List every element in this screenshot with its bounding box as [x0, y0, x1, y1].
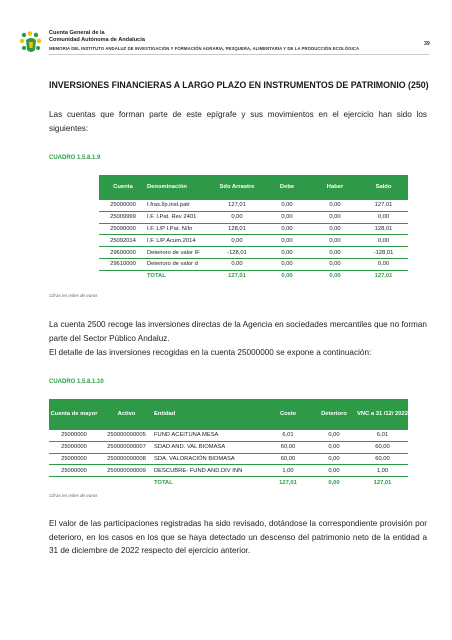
table-cell: 60,00	[357, 453, 408, 465]
table-cell: 1,00	[265, 465, 311, 477]
table-cell: SDA. VALORACIÓN BIOMASA	[154, 453, 265, 465]
table-cell: 25000000	[49, 453, 99, 465]
table-cell: 0,00	[281, 273, 293, 280]
paragraph-4: El valor de las participaciones registradas ha sido revisado, dotándose la correspondiente provisión por deterioro, en los casos en los que se haya detectado un descenso del patrimonio neto de la entidad a 31 de diciembre de 2022 respecto del ejercicio anterior.	[49, 519, 427, 555]
table-cell: 127,01	[228, 273, 246, 280]
accounts-table	[99, 175, 408, 282]
table-cell: 0,00	[263, 247, 311, 259]
intro-paragraph: Las cuentas que forman parte de este epígrafe y sus movimientos en el ejercicio han sido los siguientes:	[49, 110, 427, 133]
table-cell: 60,00	[265, 441, 311, 453]
column-header: Cuenta	[99, 175, 147, 200]
table-cell: 0,00	[263, 211, 311, 223]
table-cell: 250000000008	[99, 453, 154, 465]
table-cell: 250000000007	[99, 441, 154, 453]
table-row	[99, 200, 408, 211]
table-cell	[99, 270, 147, 281]
paragraph-2: La cuenta 2500 recoge las inversiones directas de la Agencia en sociedades mercantiles que no forman parte del Sector Público Andaluz.	[49, 320, 427, 343]
table-header-row	[99, 175, 408, 200]
table-cell: 0,00	[311, 441, 357, 453]
table-cell: 127,01	[374, 273, 393, 280]
table-cell: I.F. I.Pat. Rev 2401	[147, 211, 211, 223]
section-title: INVERSIONES FINANCIERAS A LARGO PLAZO EN INSTRUMENTOS DE PATRIMONIO (250)	[49, 80, 429, 90]
table-cell: 0,00	[211, 235, 263, 247]
table-total-row	[49, 477, 408, 488]
table-row	[99, 247, 408, 259]
table-cell: 0,00	[263, 235, 311, 247]
table-row	[49, 465, 408, 477]
table-cell: 0,00	[311, 247, 359, 259]
table-row	[49, 441, 408, 453]
table-cell: 128,01	[359, 223, 408, 235]
table-cell: 25000000	[49, 465, 99, 477]
table-cell: 6,01	[357, 430, 408, 441]
table-cell: -128,01	[359, 247, 408, 259]
table-cell: 0,00	[263, 200, 311, 211]
table-cell: 6,01	[265, 430, 311, 441]
table-cell: 25000000	[99, 200, 147, 211]
column-header: Cuenta de mayor	[49, 399, 99, 430]
table-cell	[99, 477, 154, 488]
column-header: Saldo	[359, 175, 408, 200]
header-divider	[49, 54, 429, 55]
table-row	[99, 211, 408, 223]
table-row	[99, 258, 408, 270]
table-cell: 0,00	[311, 258, 359, 270]
table-cell: 25000000	[49, 430, 99, 441]
junta-andalucia-logo-icon	[19, 30, 43, 56]
page-number: 39	[424, 41, 430, 47]
header-title-line2: Comunidad Autónoma de Andalucía	[49, 36, 145, 43]
table-row	[99, 223, 408, 235]
table-cell: 0,00	[311, 223, 359, 235]
table-cell: DESCUBRE- FUND AND.DIV INN	[154, 465, 265, 477]
table-cell: 0,00	[359, 235, 408, 247]
header-title	[49, 30, 145, 44]
table-cell: 60,00	[357, 441, 408, 453]
total-label: TOTAL	[147, 273, 166, 280]
header-title-line1: Cuenta General de la	[49, 30, 105, 36]
table-cell: Deterioro de valor d	[147, 258, 211, 270]
column-header: Coste	[265, 399, 311, 430]
table-cell: 250000000005	[99, 430, 154, 441]
total-label: TOTAL	[154, 479, 173, 486]
table-cell: 250000000009	[99, 465, 154, 477]
column-header: Entidad	[154, 399, 265, 430]
table-cell: 1,00	[357, 465, 408, 477]
table-cell: Deterioro de valor IF	[147, 247, 211, 259]
table-cell: 60,00	[265, 453, 311, 465]
table-cell: 0,00	[263, 223, 311, 235]
table-cell: 0,00	[311, 235, 359, 247]
table-cell: I.F. L/P Acum.2014	[147, 235, 211, 247]
table-total-row	[99, 270, 408, 281]
header-subtitle: MEMORIA DEL INSTITUTO ANDALUZ DE INVESTIGACIÓN Y FORMACIÓN AGRARIA, PESQUERA, ALIMENTARIA Y DE LA PRODUCCIÓN ECOLÓGICA	[49, 46, 360, 51]
column-header: VNC a 31 /12/ 2022	[357, 399, 408, 430]
table-cell: FUND ACEITUNA MESA	[154, 430, 265, 441]
table-cell: 0,00	[311, 453, 357, 465]
table-cell: 127,01	[373, 479, 392, 486]
table-cell: 0,00	[311, 200, 359, 211]
table-cell: 29610000	[99, 258, 147, 270]
table-header-row	[49, 399, 408, 430]
table-cell: I.fras.l/p.inst.patr	[147, 200, 211, 211]
table-cell: 0,00	[329, 273, 341, 280]
table-cell: SDAD AND. VAL BIOMASA	[154, 441, 265, 453]
table-cell: 0,00	[311, 211, 359, 223]
table-cell: 25090000	[99, 223, 147, 235]
table-cell: 0,00	[263, 258, 311, 270]
column-header: Sdo Arrastre	[211, 175, 263, 200]
table2-note: Cifras en miles de euros	[49, 493, 98, 498]
table-cell: 127,01	[359, 200, 408, 211]
table-cell: 0,00	[359, 258, 408, 270]
table-cell: 128,01	[211, 223, 263, 235]
table-cell: 0,00	[211, 211, 263, 223]
table-cell: -128,01	[211, 247, 263, 259]
table-cell: 127,01	[211, 200, 263, 211]
table1-caption: CUADRO 1.5.8.1.9	[49, 155, 101, 161]
table-cell: 0,00	[328, 479, 340, 486]
column-header: Haber	[311, 175, 359, 200]
paragraph-3: El detalle de las inversiones recogidas en la cuenta 25000000 se expone a continuación:	[49, 348, 372, 357]
table-cell: 29600000	[99, 247, 147, 259]
column-header: Activo	[99, 399, 154, 430]
table-cell: 25009999	[99, 211, 147, 223]
table1-note: Cifras en miles de euros	[49, 293, 98, 298]
table2-caption: CUADRO 1.5.8.1.10	[49, 379, 104, 385]
table-cell: 25092014	[99, 235, 147, 247]
column-header: Debe	[263, 175, 311, 200]
table-cell: 0,00	[211, 258, 263, 270]
table-row	[49, 453, 408, 465]
table-cell: 0,00	[359, 211, 408, 223]
table-cell: 0,00	[311, 465, 357, 477]
investments-table	[49, 399, 408, 488]
table-cell: 0,00	[311, 430, 357, 441]
table-cell: 25000000	[49, 441, 99, 453]
table-cell	[49, 477, 99, 488]
table-cell: 127,01	[279, 479, 297, 486]
table-cell: I.F. L/P I.Pat. N/In	[147, 223, 211, 235]
column-header: Denominación	[147, 175, 211, 200]
column-header: Deterioro	[311, 399, 357, 430]
table-row	[49, 430, 408, 441]
table-row	[99, 235, 408, 247]
